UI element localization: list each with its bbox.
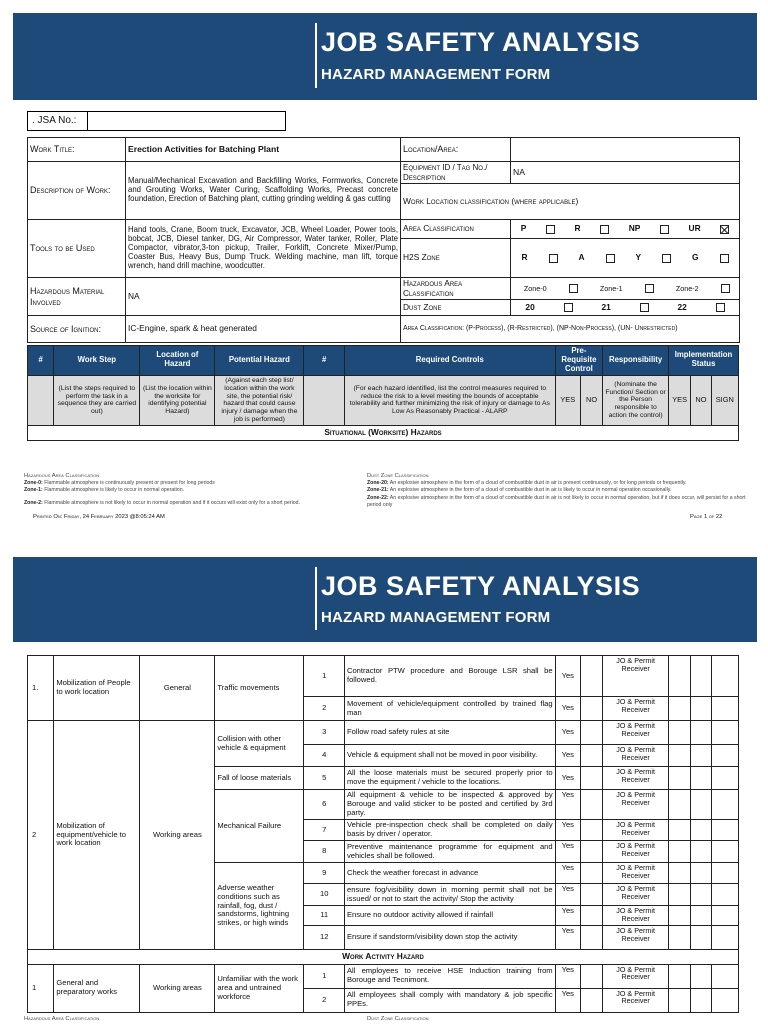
location-label: Location/Area: bbox=[401, 138, 511, 162]
ignition-value[interactable]: IC-Engine, spark & heat generated bbox=[126, 316, 401, 343]
dust-zone-footnote bbox=[367, 472, 752, 509]
h2s-zone-label: H2S Zone bbox=[401, 239, 511, 278]
impl-no[interactable] bbox=[691, 863, 711, 884]
responsibility: JO & Permit Receiver bbox=[603, 697, 669, 721]
potential-hazard: Mechanical Failure bbox=[215, 790, 304, 863]
responsibility: JO & Permit Receiver bbox=[603, 790, 669, 820]
footnote2-dust-title: Dust Zone Classification bbox=[367, 1016, 429, 1022]
prereq-yes[interactable]: Yes bbox=[555, 820, 580, 841]
prereq-yes[interactable]: Yes bbox=[555, 790, 580, 820]
impl-no[interactable] bbox=[691, 926, 711, 950]
impl-sign[interactable] bbox=[711, 745, 738, 767]
footnote-haz-title: Hazardous Area Classification bbox=[24, 473, 100, 479]
zone22-label: Zone-22: bbox=[367, 494, 389, 501]
responsibility: JO & Permit Receiver bbox=[603, 964, 669, 988]
prereq-no[interactable] bbox=[580, 767, 602, 790]
hazard-location: Working areas bbox=[140, 721, 215, 950]
prereq-no[interactable] bbox=[580, 790, 602, 820]
jsa-number-field[interactable] bbox=[27, 111, 286, 131]
col-work-step: Work Step bbox=[54, 346, 140, 376]
equipment-label: Equipment ID / Tag No./ Description bbox=[401, 162, 511, 184]
checkbox-r[interactable] bbox=[600, 225, 609, 234]
impl-yes[interactable] bbox=[669, 926, 691, 950]
table-row bbox=[28, 721, 739, 745]
potential-hazard: Adverse weather conditions such as rainfall, fog, dust / sandstorms, lightning strikes, or high winds bbox=[215, 863, 304, 950]
impl-no[interactable] bbox=[691, 820, 711, 841]
impl-no[interactable] bbox=[691, 988, 711, 1012]
description-value[interactable]: Manual/Mechanical Excavation and Backfilling Works, Formworks, Concrete and Grouting Works, Water Curing, Scaffolding Works, Precast concrete foundation, Erection of Batching plant, cutting grinding welding & gas cutting bbox=[126, 162, 401, 220]
h2s-code-y: Y bbox=[635, 252, 642, 263]
checkbox-zone-1[interactable] bbox=[645, 284, 654, 293]
required-control: Ensure if sandstorm/visibility down stop the activity bbox=[344, 926, 555, 950]
zone22-text: An explosive atmosphere in the form of a cloud of combustible dust in air is not likely to occur in normal operation, but if it does occur, will persist for a short period only bbox=[367, 494, 746, 508]
required-control: Check the weather forecast in advance bbox=[344, 863, 555, 884]
zone1-label: Zone-1: bbox=[24, 487, 43, 494]
responsibility: JO & Permit Receiver bbox=[603, 926, 669, 950]
banner-divider bbox=[315, 23, 317, 88]
impl-sign[interactable] bbox=[711, 906, 738, 926]
impl-yes[interactable] bbox=[669, 988, 691, 1012]
zone2-label: Zone-2: bbox=[24, 499, 43, 506]
impl-sign[interactable] bbox=[711, 767, 738, 790]
checkbox-zone-2[interactable] bbox=[721, 284, 730, 293]
prereq-no[interactable] bbox=[580, 656, 602, 697]
work-title-value[interactable]: Erection Activities for Batching Plant bbox=[126, 138, 401, 162]
header-banner-page-2 bbox=[13, 557, 757, 642]
area-classification-legend: Area Classification: (P-Process), (R-Restricted), (NP-Non-Process), (UN- Unrestricted) bbox=[401, 316, 740, 343]
required-control: All employees to receive HSE Induction training from Borouge and Tecnimont. bbox=[344, 964, 555, 988]
impl-sign[interactable] bbox=[711, 656, 738, 697]
area-code-r: R bbox=[574, 223, 581, 234]
prereq-no[interactable] bbox=[580, 721, 602, 745]
control-number: 5 bbox=[304, 767, 345, 790]
location-value[interactable] bbox=[511, 138, 740, 162]
potential-hazard: Unfamiliar with the work area and untrained workforce bbox=[215, 964, 304, 1012]
impl-no[interactable] bbox=[691, 721, 711, 745]
prereq-yes[interactable]: Yes bbox=[555, 964, 580, 988]
potential-hazard: Traffic movements bbox=[215, 656, 304, 721]
equipment-value[interactable]: NA bbox=[511, 162, 740, 184]
prereq-yes[interactable]: Yes bbox=[555, 884, 580, 906]
required-control: All the loose materials must be secured properly prior to move the equipment / vehicle to the locations. bbox=[344, 767, 555, 790]
checkbox-h2s-g[interactable] bbox=[720, 254, 729, 263]
zone2-text: Flammable atmosphere is not likely to occur in normal operation and if it occurs will exist only for a short period. bbox=[44, 499, 300, 506]
checkbox-zone-0[interactable] bbox=[569, 284, 578, 293]
impl-sign[interactable] bbox=[711, 721, 738, 745]
step-number: 1 bbox=[28, 964, 54, 1012]
footnote2-haz-title: Hazardous Area Classification bbox=[24, 1016, 100, 1022]
hazardous-area-options bbox=[511, 278, 740, 300]
required-control: Follow road safety rules at site bbox=[344, 721, 555, 745]
h2s-code-r: R bbox=[521, 252, 528, 263]
prereq-no[interactable] bbox=[580, 820, 602, 841]
dust-zone-label: Dust Zone bbox=[401, 300, 511, 316]
prereq-no[interactable] bbox=[580, 697, 602, 721]
h2s-code-a: A bbox=[578, 252, 585, 263]
desc-yes: YES bbox=[555, 375, 580, 425]
impl-yes[interactable] bbox=[669, 884, 691, 906]
responsibility: JO & Permit Receiver bbox=[603, 988, 669, 1012]
control-number: 6 bbox=[304, 790, 345, 820]
page-number: Page 1 of 22 bbox=[690, 514, 723, 520]
desc-controls: (For each hazard identified, list the control measures required to reduce the risk to a level meeting the bounds of acceptable tolerability and further minimizing the risk of injury or damage to As Low As Reasonably Practical - ALARP bbox=[344, 375, 555, 425]
work-step: General and preparatory works bbox=[54, 964, 140, 1012]
h2s-zone-options bbox=[511, 239, 740, 278]
impl-no[interactable] bbox=[691, 841, 711, 863]
footnote-dust-title: Dust Zone Classification bbox=[367, 473, 429, 479]
table-row bbox=[28, 656, 739, 697]
control-number: 2 bbox=[304, 988, 345, 1012]
zone-0-label: Zone-0 bbox=[523, 284, 547, 294]
desc-number-2 bbox=[304, 375, 345, 425]
hazardous-material-label: Hazardous Material Involved bbox=[28, 278, 126, 316]
required-control: Movement of vehicle/equipment controlled by trained flag man bbox=[344, 697, 555, 721]
impl-yes[interactable] bbox=[669, 697, 691, 721]
checkbox-dust-22[interactable] bbox=[716, 303, 725, 312]
area-code-ur: UR bbox=[688, 223, 701, 234]
section-work-activity-hazard: Work Activity Hazard bbox=[28, 950, 739, 965]
impl-yes[interactable] bbox=[669, 767, 691, 790]
zone-1-label: Zone-1 bbox=[599, 284, 623, 294]
ignition-label: Source of Ignition: bbox=[28, 316, 126, 343]
hazard-location: General bbox=[140, 656, 215, 721]
impl-yes[interactable] bbox=[669, 656, 691, 697]
desc-responsibility: (Nominate the Function/ Section or the Person responsible to action the control) bbox=[603, 375, 669, 425]
col-potential-hazard: Potential Hazard bbox=[215, 346, 304, 376]
responsibility: JO & Permit Receiver bbox=[603, 721, 669, 745]
zone0-label: Zone-0: bbox=[24, 480, 43, 487]
control-number: 9 bbox=[304, 863, 345, 884]
control-number: 2 bbox=[304, 697, 345, 721]
description-label: Description of Work: bbox=[28, 162, 126, 220]
hazard-work-table bbox=[27, 655, 739, 1013]
col-prerequisite: Pre-Requisite Control bbox=[555, 346, 603, 376]
work-title-label: Work Title: bbox=[28, 138, 126, 162]
required-control: Preventive maintenance programme for equipment and vehicles shall be followed. bbox=[344, 841, 555, 863]
impl-sign[interactable] bbox=[711, 884, 738, 906]
dust-zone-22: 22 bbox=[677, 301, 687, 312]
prereq-yes[interactable]: Yes bbox=[555, 926, 580, 950]
control-number: 11 bbox=[304, 906, 345, 926]
jsa-number-value[interactable] bbox=[88, 112, 285, 130]
table-row bbox=[28, 964, 739, 988]
zone21-label: Zone-21: bbox=[367, 487, 389, 494]
hazard-column-header bbox=[27, 345, 739, 441]
step-number: 1. bbox=[28, 656, 54, 721]
impl-no[interactable] bbox=[691, 767, 711, 790]
desc-work-step: (List the steps required to perform the task in a sequence they are carried out) bbox=[54, 375, 140, 425]
impl-yes[interactable] bbox=[669, 745, 691, 767]
work-step: Mobilization of People to work location bbox=[54, 656, 140, 721]
required-control: All employees shall comply with mandatory & job specific PPEs. bbox=[344, 988, 555, 1012]
area-classification-label: Area Classification bbox=[401, 220, 511, 239]
impl-yes[interactable] bbox=[669, 906, 691, 926]
responsibility: JO & Permit Receiver bbox=[603, 656, 669, 697]
zone1-text: Flammable atmosphere is likely to occur in normal operation. bbox=[44, 487, 185, 494]
zone21-text: An explosive atmosphere in the form of a cloud of combustible dust in air is likely to occur in normal operation occasionally. bbox=[389, 487, 672, 494]
col-location: Location of Hazard bbox=[140, 346, 215, 376]
required-control: Ensure no outdoor activity allowed if rainfall bbox=[344, 906, 555, 926]
col-number: # bbox=[28, 346, 54, 376]
form-title-page-2: JOB SAFETY ANALYSIS bbox=[321, 571, 641, 601]
hazardous-area-label: Hazardous Area Classification bbox=[401, 278, 511, 300]
impl-sign[interactable] bbox=[711, 863, 738, 884]
jsa-number-label: . JSA No.: bbox=[28, 112, 88, 130]
header-banner bbox=[13, 13, 757, 100]
responsibility: JO & Permit Receiver bbox=[603, 745, 669, 767]
checkbox-h2s-y[interactable] bbox=[662, 254, 671, 263]
required-control: All equipment & vehicle to be inspected & approved by Borouge and valid sticker to be posted and certified by 3rd party. bbox=[344, 790, 555, 820]
work-location-classification-label: Work Location classification (where applicable) bbox=[401, 184, 740, 220]
dust-zone-options bbox=[511, 300, 740, 316]
zone-2-label: Zone-2 bbox=[675, 284, 699, 294]
impl-no[interactable] bbox=[691, 906, 711, 926]
col-implementation: Implementation Status bbox=[669, 346, 739, 376]
desc-number bbox=[28, 375, 54, 425]
prereq-yes[interactable]: Yes bbox=[555, 863, 580, 884]
impl-sign[interactable] bbox=[711, 820, 738, 841]
impl-sign[interactable] bbox=[711, 988, 738, 1012]
impl-sign[interactable] bbox=[711, 697, 738, 721]
impl-no[interactable] bbox=[691, 884, 711, 906]
impl-sign[interactable] bbox=[711, 926, 738, 950]
checkbox-p[interactable] bbox=[546, 225, 555, 234]
desc-impl-yes: YES bbox=[669, 375, 691, 425]
responsibility: JO & Permit Receiver bbox=[603, 906, 669, 926]
hazardous-area-footnote-page-2 bbox=[24, 1015, 99, 1023]
checkbox-ur-checked[interactable] bbox=[720, 225, 729, 234]
tools-label: Tools to be Used bbox=[28, 220, 126, 278]
impl-no[interactable] bbox=[691, 790, 711, 820]
desc-location: (List the location within the worksite for identifying potential Hazard) bbox=[140, 375, 215, 425]
dust-zone-21: 21 bbox=[601, 301, 611, 312]
responsibility: JO & Permit Receiver bbox=[603, 841, 669, 863]
checkbox-h2s-r[interactable] bbox=[549, 254, 558, 263]
prereq-yes[interactable]: Yes bbox=[555, 697, 580, 721]
impl-sign[interactable] bbox=[711, 964, 738, 988]
area-classification-options bbox=[511, 220, 740, 239]
responsibility: JO & Permit Receiver bbox=[603, 863, 669, 884]
prereq-yes[interactable]: Yes bbox=[555, 656, 580, 697]
section-situational-hazards: Situational (Worksite) Hazards bbox=[28, 425, 739, 440]
potential-hazard: Collision with other vehicle & equipment bbox=[215, 721, 304, 767]
control-number: 10 bbox=[304, 884, 345, 906]
checkbox-np[interactable] bbox=[660, 225, 669, 234]
impl-no[interactable] bbox=[691, 697, 711, 721]
col-number-2: # bbox=[304, 346, 345, 376]
desc-potential: (Against each step list/ location within the work site, the potential risk/ hazard that could cause injury / damage when the job is performed) bbox=[215, 375, 304, 425]
impl-yes[interactable] bbox=[669, 820, 691, 841]
required-control: Vehicle & equipment shall not be moved in poor visibility. bbox=[344, 745, 555, 767]
responsibility: JO & Permit Receiver bbox=[603, 884, 669, 906]
prereq-yes[interactable]: Yes bbox=[555, 767, 580, 790]
prereq-no[interactable] bbox=[580, 863, 602, 884]
responsibility: JO & Permit Receiver bbox=[603, 820, 669, 841]
control-number: 1 bbox=[304, 656, 345, 697]
control-number: 7 bbox=[304, 820, 345, 841]
impl-sign[interactable] bbox=[711, 841, 738, 863]
checkbox-dust-20[interactable] bbox=[564, 303, 573, 312]
impl-no[interactable] bbox=[691, 964, 711, 988]
potential-hazard: Fall of loose materials bbox=[215, 767, 304, 790]
control-number: 8 bbox=[304, 841, 345, 863]
impl-sign[interactable] bbox=[711, 790, 738, 820]
jsa-info-table bbox=[27, 137, 740, 343]
desc-impl-no: NO bbox=[691, 375, 711, 425]
step-number: 2 bbox=[28, 721, 54, 950]
hazard-location: Working areas bbox=[140, 964, 215, 1012]
form-title: JOB SAFETY ANALYSIS bbox=[321, 27, 641, 57]
impl-no[interactable] bbox=[691, 656, 711, 697]
h2s-code-g: G bbox=[692, 252, 699, 263]
prereq-no[interactable] bbox=[580, 988, 602, 1012]
tools-value[interactable]: Hand tools, Crane, Boom truck, Excavator, JCB, Wheel Loader, Power tools, bobcat, JCB, Diesel tanker, DG, Air Compressor, Water tanker, Roller, Plate Compactor, vibrator,3-ton pickup, Trailer, Forklift, Concrete Mixer/Pump, Coaster Bus, Heavy Bus, Dump Truck. Welding machine, man lift, torque wrench, hand drill machine, woodcutter. bbox=[126, 220, 401, 278]
printed-timestamp: Printed On: Friday, 24 February 2023 @8:05:24 AM bbox=[33, 514, 165, 520]
prereq-no[interactable] bbox=[580, 926, 602, 950]
banner-divider-page-2 bbox=[315, 567, 317, 630]
desc-sign: SIGN bbox=[711, 375, 738, 425]
col-responsibility: Responsibility bbox=[603, 346, 669, 376]
form-subtitle-page-2: HAZARD MANAGEMENT FORM bbox=[321, 609, 551, 626]
zone0-text: Flammable atmosphere is continuously present or present for long periods bbox=[44, 480, 215, 487]
control-number: 12 bbox=[304, 926, 345, 950]
prereq-no[interactable] bbox=[580, 906, 602, 926]
prereq-no[interactable] bbox=[580, 841, 602, 863]
control-number: 3 bbox=[304, 721, 345, 745]
impl-no[interactable] bbox=[691, 745, 711, 767]
prereq-yes[interactable]: Yes bbox=[555, 745, 580, 767]
impl-yes[interactable] bbox=[669, 841, 691, 863]
prereq-no[interactable] bbox=[580, 745, 602, 767]
zone20-text: An explosive atmosphere in the form of a cloud of combustible dust in air is present continuously, or for long periods or frequently. bbox=[389, 480, 687, 487]
impl-yes[interactable] bbox=[669, 721, 691, 745]
checkbox-dust-21[interactable] bbox=[640, 303, 649, 312]
impl-yes[interactable] bbox=[669, 790, 691, 820]
control-number: 1 bbox=[304, 964, 345, 988]
prereq-no[interactable] bbox=[580, 884, 602, 906]
impl-yes[interactable] bbox=[669, 964, 691, 988]
required-control: Vehicle pre-inspection check shall be completed on daily basis by driver / operator. bbox=[344, 820, 555, 841]
prereq-no[interactable] bbox=[580, 964, 602, 988]
work-step: Mobilization of equipment/vehicle to work location bbox=[54, 721, 140, 950]
hazardous-area-footnote bbox=[24, 472, 354, 507]
required-control: Contractor PTW procedure and Borouge LSR shall be followed. bbox=[344, 656, 555, 697]
form-subtitle: HAZARD MANAGEMENT FORM bbox=[321, 66, 551, 83]
desc-no: NO bbox=[580, 375, 602, 425]
prereq-yes[interactable]: Yes bbox=[555, 988, 580, 1012]
hazardous-material-value[interactable]: NA bbox=[126, 278, 401, 316]
checkbox-h2s-a[interactable] bbox=[606, 254, 615, 263]
responsibility: JO & Permit Receiver bbox=[603, 767, 669, 790]
dust-zone-20: 20 bbox=[525, 301, 535, 312]
prereq-yes[interactable]: Yes bbox=[555, 841, 580, 863]
dust-zone-footnote-page-2 bbox=[367, 1015, 429, 1023]
prereq-yes[interactable]: Yes bbox=[555, 906, 580, 926]
impl-yes[interactable] bbox=[669, 863, 691, 884]
required-control: ensure fog/visibility down in morning permit shall not be issued/ or not to start the activity/ Stop the activity bbox=[344, 884, 555, 906]
prereq-yes[interactable]: Yes bbox=[555, 721, 580, 745]
area-code-p: P bbox=[520, 223, 527, 234]
zone20-label: Zone-20: bbox=[367, 480, 389, 487]
area-code-np: NP bbox=[628, 223, 641, 234]
col-required-controls: Required Controls bbox=[344, 346, 555, 376]
control-number: 4 bbox=[304, 745, 345, 767]
